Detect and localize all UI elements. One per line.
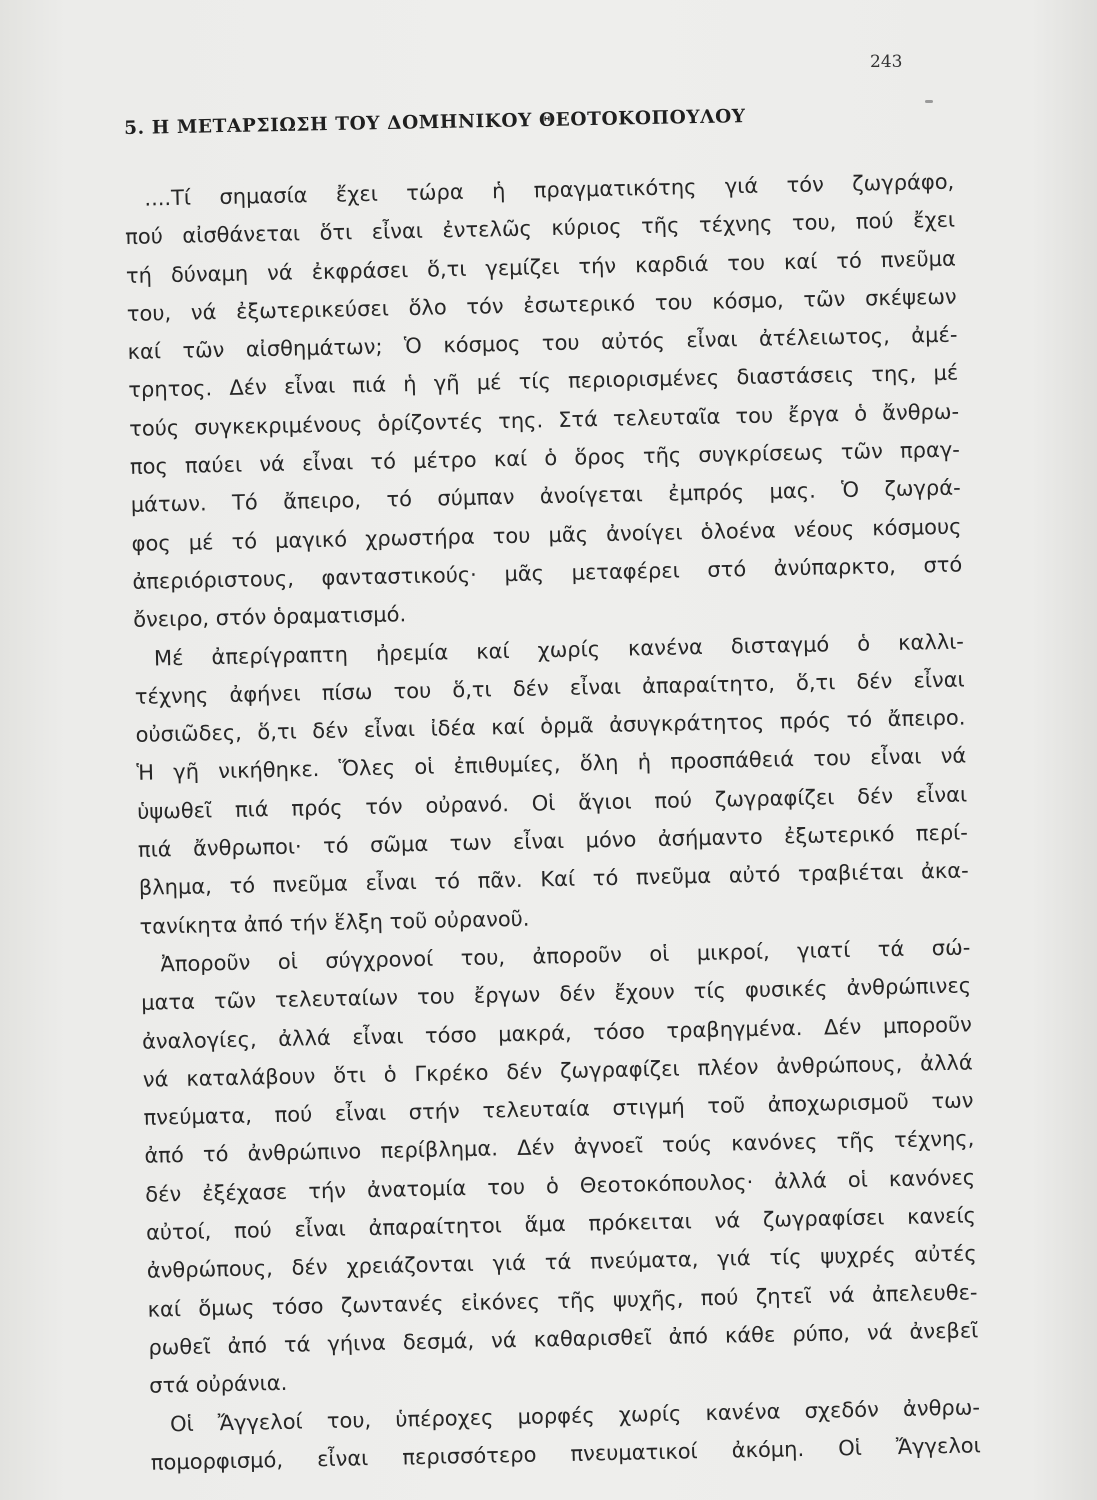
- text-line: τή δύναμη νά ἐκφράσει ὅ,τι γεμίζει τήν καρδιά του καί τό πνεῦμα: [125, 246, 957, 288]
- text-line: ματα τῶν τελευταίων του ἔργων δέν ἔχουν τίς φυσικές ἀνθρώπινες: [140, 973, 972, 1016]
- text-line: πομορφισμό, εἶναι περισσότερο πνευματικοί ἀκόμη. Οἱ Ἄγγελοι: [150, 1433, 981, 1475]
- text-line: ἀπό τό ἀνθρώπινο περίβλημα. Δέν ἀγνοεῖ τούς κανόνες τῆς τέχνης,: [144, 1126, 975, 1169]
- text-line: καί ὅμως τόσο ζωντανές εἰκόνες τῆς ψυχῆς, πού ζητεῖ νά ἀπελευθε-: [147, 1279, 978, 1322]
- text-line: μάτων. Τό ἄπειρο, τό σύμπαν ἀνοίγεται ἐμπρός μας. Ὁ ζωγρά-: [130, 475, 961, 518]
- text-line: πιά ἄνθρωποι· τό σῶμα των εἶναι μόνο ἀσήμαντο ἐξωτερικό περί-: [137, 820, 969, 862]
- text-line: Μέ ἀπερίγραπτη ἠρεμία καί χωρίς κανένα δισταγμό ὁ καλλι-: [153, 629, 965, 671]
- text-line: αὐτοί, πού εἶναι ἀπαραίτητοι ἅμα πρόκειται νά ζωγραφίσει κανείς: [145, 1203, 977, 1245]
- text-line: πού αἰσθάνεται ὅτι εἶναι ἐντελῶς κύριος τῆς τέχνης του, πού ἔχει: [124, 207, 956, 250]
- text-line: του, νά ἐξωτερικεύσει ὅλο τόν ἐσωτερικό του κόσμο, τῶν σκέψεων: [126, 284, 957, 326]
- text-line: ρωθεῖ ἀπό τά γήινα δεσμά, νά καθαρισθεῖ ἀπό κάθε ρύπο, νά ἀνεβεῖ: [148, 1318, 979, 1360]
- text-line: βλημα, τό πνεῦμα εἶναι τό πᾶν. Καί τό πνεῦμα αὐτό τραβιέται ἀκα-: [138, 858, 969, 901]
- ink-mark: [925, 100, 933, 103]
- text-line: ἀναλογίες, ἀλλά εἶναι τόσο μακρά, τόσο τραβηγμένα. Δέν μποροῦν: [141, 1011, 973, 1054]
- text-line: φος μέ τό μαγικό χρωστήρα του μᾶς ἀνοίγει ὁλοένα νέους κόσμους: [131, 514, 962, 556]
- text-line: Ἀποροῦν οἱ σύγχρονοί του, ἀποροῦν οἱ μικροί, γιατί τά σώ-: [160, 935, 971, 977]
- text-line: πος παύει νά εἶναι τό μέτρο καί ὁ ὅρος τῆς συγκρίσεως τῶν πραγ-: [129, 437, 961, 480]
- text-line: Οἱ Ἄγγελοί του, ὑπέροχες μορφές χωρίς κανένα σχεδόν ἀνθρω-: [169, 1394, 981, 1436]
- text-line: ....Τί σημασία ἔχει τώρα ἡ πραγματικότης γιά τόν ζωγράφο,: [144, 169, 955, 211]
- text-line: τρητος. Δέν εἶναι πιά ἡ γῆ μέ τίς περιορισμένες διαστάσεις της, μέ: [128, 361, 959, 403]
- text-line: ὄνειρο, στόν ὁραματισμό.: [132, 602, 407, 633]
- text-line: τέχνης ἀφήνει πίσω του ὅ,τι δέν εἶναι ἀπαραίτητο, ὅ,τι δέν εἶναι: [134, 667, 965, 709]
- body-text: [124, 163, 981, 1482]
- text-line: στά οὐράνια.: [149, 1371, 288, 1398]
- text-line: οὐσιῶδες, ὅ,τι δέν εἶναι ἰδέα καί ὁρμᾶ ἀσυγκράτητος πρός τό ἄπειρο.: [135, 705, 966, 748]
- page-number: 243: [870, 52, 903, 72]
- text-line: τανίκητα ἀπό τήν ἕλξη τοῦ οὐρανοῦ.: [139, 906, 530, 939]
- chapter-title: 5. Η ΜΕΤΑΡΣΙΩΣΗ ΤΟΥ ΔΟΜΗΝΙΚΟΥ ΘΕΟΤΟΚΟΠΟΥΛΟΥ: [124, 106, 746, 139]
- text-line: καί τῶν αἰσθημάτων; Ὁ κόσμος του αὐτός εἶναι ἀτέλειωτος, ἀμέ-: [127, 322, 958, 365]
- text-line: νά καταλάβουν ὅτι ὁ Γκρέκο δέν ζωγραφίζει πλέον ἀνθρώπους, ἀλλά: [142, 1050, 973, 1092]
- text-line: πνεύματα, πού εἶναι στήν τελευταία στιγμή τοῦ ἀποχωρισμοῦ των: [143, 1088, 974, 1130]
- text-line: δέν ἐξέχασε τήν ἀνατομία του ὁ Θεοτοκόπουλος· ἀλλά οἱ κανόνες: [144, 1165, 976, 1207]
- text-line: τούς συγκεκριμένους ὁρίζοντές της. Στά τελευταῖα του ἔργα ὁ ἄνθρω-: [128, 399, 960, 441]
- text-line: ἀνθρώπους, δέν χρειάζονται γιά τά πνεύματα, γιά τίς ψυχρές αὐτές: [146, 1241, 977, 1284]
- text-line: Ἡ γῆ νικήθηκε. Ὅλες οἱ ἐπιθυμίες, ὅλη ἡ προσπάθειά του εἶναι νά: [136, 743, 967, 786]
- text-line: ἀπεριόριστους, φανταστικούς· μᾶς μεταφέρει στό ἀνύπαρκτο, στό: [132, 552, 963, 594]
- text-line: ὑψωθεῖ πιά πρός τόν οὐρανό. Οἱ ἅγιοι πού ζωγραφίζει δέν εἶναι: [136, 782, 968, 824]
